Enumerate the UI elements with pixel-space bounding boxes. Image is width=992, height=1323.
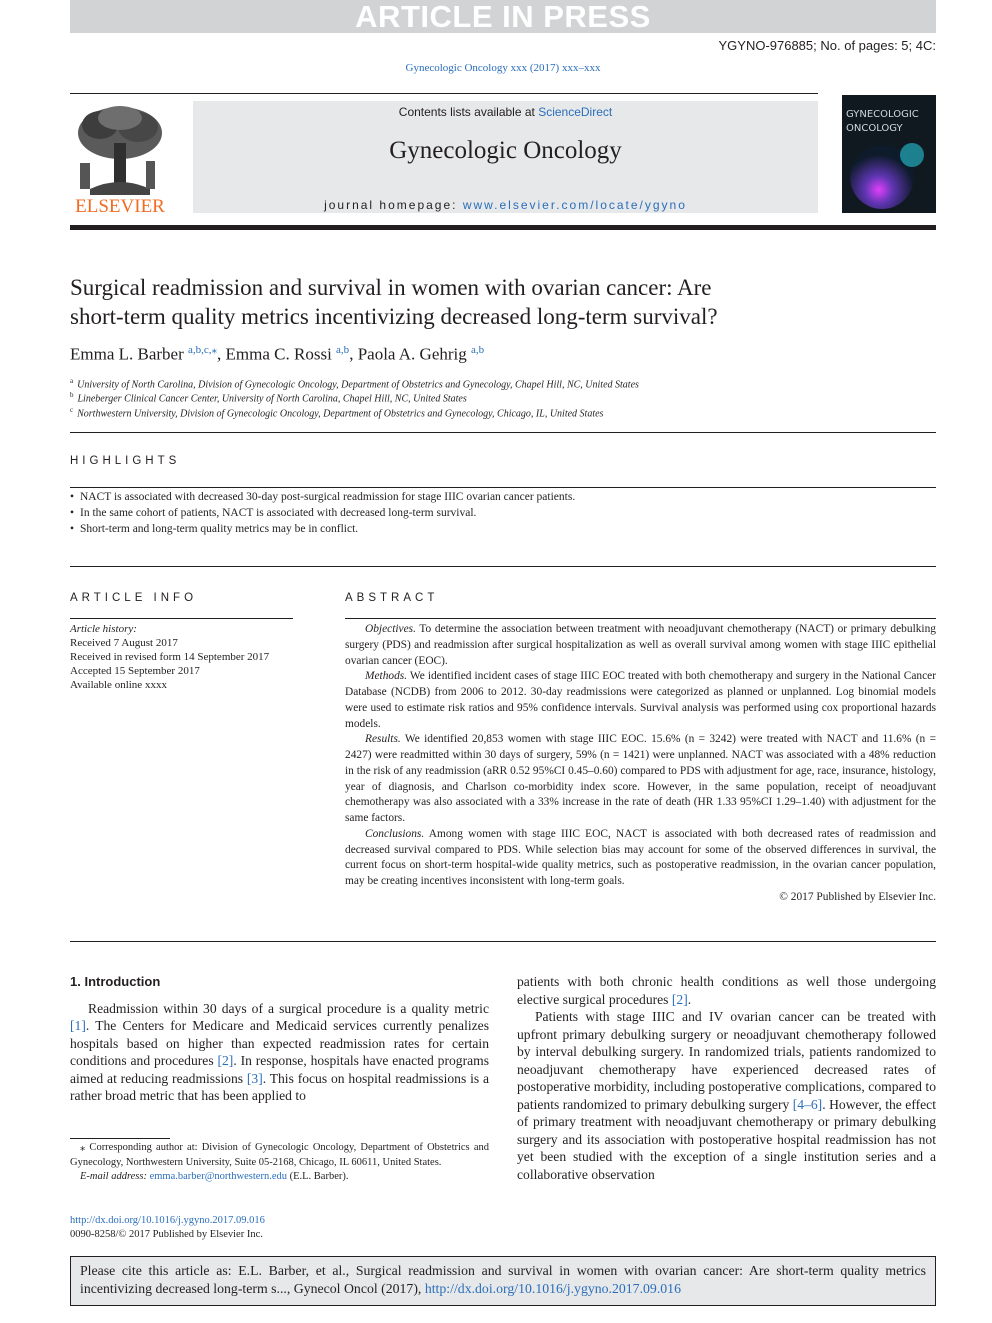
highlights-rule	[70, 487, 936, 488]
homepage-prefix: journal homepage:	[324, 198, 463, 212]
email-link[interactable]: emma.barber@northwestern.edu	[149, 1171, 287, 1182]
citation-link[interactable]: [3]	[246, 1070, 263, 1086]
article-title-line-2: short-term quality metrics incentivizing decreased long-term survival?	[70, 304, 718, 329]
article-info-rule	[70, 618, 293, 619]
section-divider	[70, 432, 936, 433]
affiliation-text: Northwestern University, Division of Gynecologic Oncology, Department of Obstetrics and Gynecology, Chicago, IL, United States	[77, 408, 604, 420]
author-affiliation-marks[interactable]: a,b	[336, 344, 350, 356]
article-title	[70, 273, 930, 331]
abstract-copyright: © 2017 Published by Elsevier Inc.	[779, 890, 936, 903]
highlights-heading: HIGHLIGHTS	[70, 455, 181, 467]
cover-title-line2: ONCOLOGY	[846, 123, 903, 134]
body-paragraph	[517, 1008, 936, 1183]
corresponding-author-footnote	[70, 1141, 489, 1185]
citation-link[interactable]: [4–6]	[792, 1096, 823, 1112]
affiliation-key: b	[70, 391, 74, 399]
methods-text: We identified incident cases of stage IIIC EOC treated with both chemotherapy and surgery in the National Cancer Database (NCDB) from 2006 to 2012. 30-day readmissions were categorized as planned or unplanned. Log binomial models were used to estimate risk ratios and 95% confidence intervals. Survival analysis was performed using cox proportional hazards models.	[345, 670, 936, 730]
highlight-text: In the same cohort of patients, NACT is associated with decreased long-term survival.	[80, 507, 477, 519]
history-revised: Received in revised form 14 September 2017	[70, 651, 270, 663]
author-name[interactable]: Emma C. Rossi	[225, 344, 332, 364]
body-column-left	[70, 973, 489, 1105]
paragraph-text: . This focus on hospital readmissions is a rather broad metric that has been applied to	[70, 1070, 489, 1103]
affiliation-text: Lineberger Clinical Cancer Center, University of North Carolina, Chapel Hill, NC, United States	[77, 393, 467, 405]
header-divider	[70, 225, 936, 230]
elsevier-logo[interactable]	[70, 103, 170, 215]
highlight-item: • Short-term and long-term quality metrics may be in conflict.	[70, 523, 359, 535]
email-suffix: (E.L. Barber).	[286, 1171, 349, 1182]
citation-link[interactable]: [2]	[671, 991, 688, 1007]
section-divider	[70, 941, 936, 942]
paragraph-text: . However, the effect of primary treatment with neoadjuvant chemotherapy or primary debulking surgery and its association with postoperative hospital readmission has not yet been studied with the exception of a single institution series and a collaborative observation	[517, 1096, 936, 1182]
citation-doi-link[interactable]: http://dx.doi.org/10.1016/j.ygyno.2017.09.016	[424, 1280, 681, 1296]
methods-label: Methods.	[365, 670, 408, 683]
abstract-conclusions	[345, 827, 936, 890]
abstract-rule	[345, 618, 936, 619]
footnote-rule	[70, 1138, 170, 1139]
paragraph-text: Patients with stage IIIC and IV ovarian cancer can be treated with upfront primary debulking surgery or neoadjuvant chemotherapy followed by interval debulking surgery. In randomized trials, patients randomized to neoadjuvant chemotherapy have experienced decreased rates of postoperative morbidity, including postoperative complications, compared to patients randomized to primary debulking surgery	[517, 1009, 936, 1112]
author-name[interactable]: Emma L. Barber	[70, 344, 184, 364]
elsevier-tree-icon	[78, 106, 162, 195]
paragraph-text: . The Centers for Medicare and Medicaid services currently penalizes hospitals based on higher than expected readmission rates for certain conditions and procedures	[70, 1018, 489, 1068]
paragraph-text: patients with both chronic health conditions as well those undergoing elective surgical procedures	[517, 974, 936, 1007]
footnote-body: Corresponding author at: Division of Gynecologic Oncology, Department of Obstetrics and Gynecology, Northwestern University, Suite 05-2168, Chicago, IL 60611, United States.	[70, 1142, 489, 1168]
objectives-label: Objectives.	[365, 623, 416, 635]
footnote-marker: ⁎	[80, 1142, 86, 1153]
contents-available-line	[193, 105, 818, 119]
article-title-line-1: Surgical readmission and survival in women with ovarian cancer: Are	[70, 275, 712, 300]
abstract-methods	[345, 669, 936, 732]
author-affiliation-marks[interactable]: a,b,c,⁎	[188, 344, 218, 356]
article-info-heading: ARTICLE INFO	[70, 592, 198, 604]
affiliation-text: University of North Carolina, Division of Gynecologic Oncology, Department of Obstetrics and Gynecology, Chapel Hill, NC, United States	[77, 379, 639, 391]
header-rule	[70, 93, 818, 94]
affiliation-key: a	[70, 377, 74, 385]
citation-link[interactable]: [2]	[217, 1053, 234, 1068]
affiliation-a	[70, 377, 639, 390]
journal-homepage-line	[193, 198, 818, 212]
history-online: Available online xxxx	[70, 679, 167, 691]
highlight-text: Short-term and long-term quality metrics may be in conflict.	[80, 523, 359, 535]
affiliation-b	[70, 391, 467, 404]
highlight-text: NACT is associated with decreased 30-day post-surgical readmission for stage IIIC ovarian cancer patients.	[80, 491, 576, 503]
history-accepted: Accepted 15 September 2017	[70, 665, 200, 677]
contents-prefix: Contents lists available at	[398, 105, 539, 119]
conclusions-text: Among women with stage IIIC EOC, NACT is associated with both decreased rates of readmission and decreased survival compared to PDS. While selection bias may account for some of the observed differences in survival, the current focus on short-term hospital-wide quality metrics, such as postoperative readmission, in the ovarian cancer population, may be creating incentives inconsistent with long-term goals.	[345, 827, 936, 887]
highlight-item: • In the same cohort of patients, NACT is associated with decreased long-term survival.	[70, 507, 477, 519]
body-paragraph	[70, 1000, 489, 1105]
article-in-press-banner: ARTICLE IN PRESS	[70, 0, 936, 33]
author-affiliation-marks[interactable]: a,b	[471, 344, 485, 356]
homepage-link[interactable]: www.elsevier.com/locate/ygyno	[462, 198, 687, 212]
body-column-right	[517, 973, 936, 1183]
results-text: We identified 20,853 women with stage IIIC EOC. 15.6% (n = 3242) were treated with NACT and 11.6% (n = 2427) were readmitted within 30 days of surgery, 59% (n = 1421) were unplanned. NACT was associated with a 48% reduction in the risk of any readmission (aRR 0.52 95%CI 0.45–0.60) compared to PDS with adjustment for age, race, insurance, histology, year of diagnosis, and Charlson co-morbidity index score. However, in the same population, receipt of neoadjuvant chemotherapy was also associated with a 33% increase in the rate of death (HR 1.33 95%CI 1.29–1.40) with adjustment for the same factors.	[345, 733, 936, 824]
journal-reference[interactable]: Gynecologic Oncology xxx (2017) xxx–xxx	[405, 62, 601, 74]
author-list: Emma L. Barber $^{a,b,c,⁎}$, Emma C. Rossi $^{a,b}$, Paola A. Gehrig $^{a,b}$	[70, 344, 485, 364]
section-heading-introduction: 1. Introduction	[70, 974, 161, 989]
affiliation-c	[70, 406, 603, 419]
footnote-email	[70, 1170, 489, 1185]
abstract-body	[345, 622, 936, 906]
journal-title: Gynecologic Oncology	[389, 137, 622, 164]
history-received: Received 7 August 2017	[70, 637, 178, 649]
abstract-objectives	[345, 622, 936, 669]
paragraph-text: .	[687, 991, 692, 1007]
email-label: E-mail address:	[80, 1171, 150, 1182]
cover-title-line1: GYNECOLOGIC	[846, 109, 919, 120]
doi-link[interactable]: http://dx.doi.org/10.1016/j.ygyno.2017.09.016	[70, 1215, 265, 1226]
citation-body: Please cite this article as: E.L. Barber, et al., Surgical readmission and survival in women with ovarian cancer: Are short-term quality metrics incentivizing decreased long-term s..., Gynecol Oncol (2017),	[80, 1263, 926, 1296]
affiliation-key: c	[70, 406, 74, 414]
footnote-text	[70, 1141, 489, 1170]
citation-text	[80, 1262, 926, 1297]
highlight-item: • NACT is associated with decreased 30-day post-surgical readmission for stage IIIC ovarian cancer patients.	[70, 491, 576, 503]
body-paragraph	[517, 973, 936, 1008]
sciencedirect-link[interactable]: ScienceDirect	[538, 105, 613, 119]
objectives-text: To determine the association between treatment with neoadjuvant chemotherapy (NACT) or primary debulking surgery (PDS) and readmission after surgical hospitalization as well as overall survival among women with stage IIIC epithelial ovarian cancer (EOC).	[345, 623, 936, 667]
abstract-heading: ABSTRACT	[345, 592, 439, 604]
citation-link[interactable]: [1]	[70, 1018, 86, 1033]
section-divider	[70, 566, 936, 567]
article-history-label: Article history:	[70, 623, 137, 635]
issn-line: 0090-8258/© 2017 Published by Elsevier Inc.	[70, 1229, 263, 1240]
abstract-results	[345, 732, 936, 827]
elsevier-wordmark: ELSEVIER	[75, 196, 165, 215]
journal-cover-image[interactable]	[842, 95, 936, 213]
results-label: Results.	[365, 733, 401, 746]
paragraph-text: . In response, hospitals have enacted programs aimed at reducing readmissions	[70, 1053, 489, 1086]
manuscript-id: YGYNO-976885; No. of pages: 5; 4C:	[718, 38, 936, 53]
conclusions-label: Conclusions.	[365, 827, 425, 840]
author-name[interactable]: Paola A. Gehrig	[357, 344, 467, 364]
paragraph-text: Readmission within 30 days of a surgical procedure is a quality metric	[88, 1000, 489, 1016]
